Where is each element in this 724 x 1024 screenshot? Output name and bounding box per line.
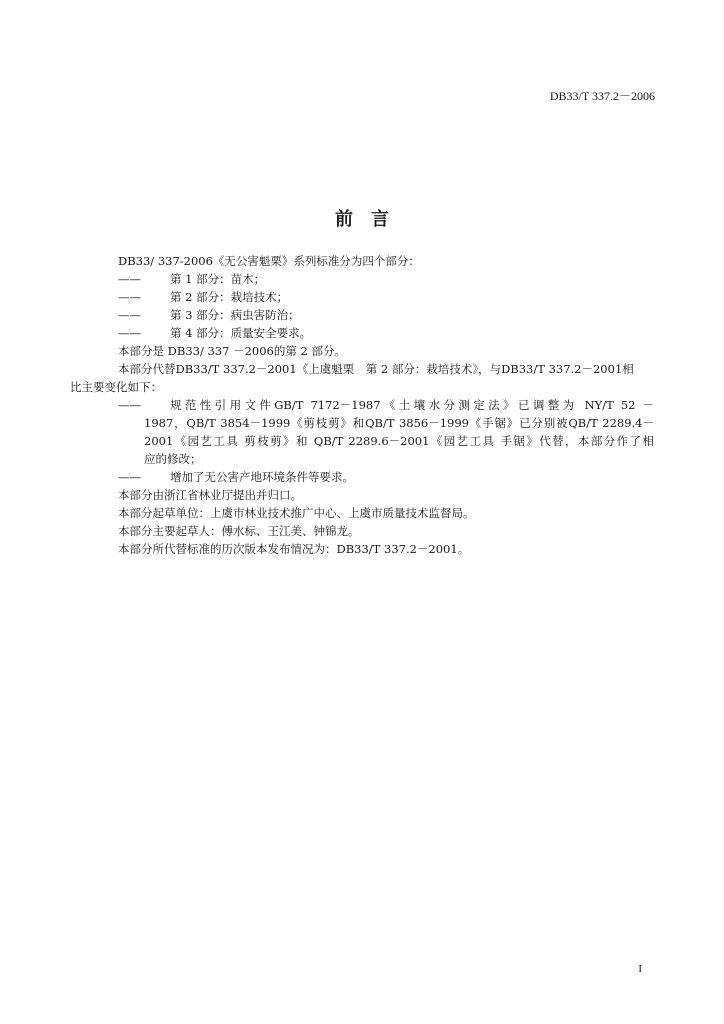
page-number: I: [638, 963, 642, 975]
list-item: [94, 288, 654, 306]
list-dash: ——: [118, 290, 141, 304]
page-title: 前言: [335, 209, 407, 230]
list-item-text: 第 4 部分：质量安全要求。: [170, 326, 312, 340]
list-dash: ——: [118, 398, 141, 412]
list-dash: ——: [118, 272, 141, 286]
change-text-line2: 1987，QB/T 3854－1999《剪枝剪》和QB/T 3856－1999《手锯》已分别被QB/T 2289.4－: [144, 416, 654, 430]
list-dash: ——: [118, 308, 141, 322]
replaces-paragraph-line2: 比主要变化如下：: [70, 380, 162, 394]
list-item-text: 第 1 部分：苗木；: [170, 272, 266, 286]
proposed-by-paragraph: 本部分由浙江省林业厅提出并归口。: [118, 488, 302, 502]
document-code: DB33/T 337.2－2006: [549, 89, 655, 103]
replaces-paragraph-line1: 本部分代替DB33/T 337.2－2001《上虞魁栗 第 2 部分：栽培技术》，与DB33/T 337.2－2001相: [118, 362, 634, 376]
list-item: [94, 324, 654, 342]
this-part-paragraph: 本部分是 DB33/ 337 －2006的第 2 部分。: [118, 344, 346, 358]
history-paragraph: 本部分所代替标准的历次版本发布情况为：DB33/T 337.2－2001。: [118, 542, 470, 556]
list-item: [94, 306, 654, 324]
intro-paragraph: DB33/ 337-2006《无公害魁栗》系列标准分为四个部分：: [118, 254, 420, 268]
change-text-line3: 2001《园艺工具 剪枝剪》和 QB/T 2289.6－2001《园艺工具 手锯》代替，本部分作了相: [144, 434, 654, 448]
list-item: [94, 270, 654, 288]
list-item-text: 增加了无公害产地环境条件等要求。: [170, 470, 354, 484]
drafters-paragraph: 本部分主要起草人：傅水标、王江美、钟锦龙。: [118, 524, 360, 538]
list-item-text: 第 2 部分：栽培技术；: [170, 290, 289, 304]
list-item: [94, 468, 654, 486]
list-dash: ——: [118, 326, 141, 340]
change-text-line1: 规范性引用文件GB/T 7172－1987《土壤水分测定法》已调整为 NY/T 52 －: [170, 398, 654, 412]
list-item-text: 第 3 部分：病虫害防治；: [170, 308, 300, 322]
drafting-units-paragraph: 本部分起草单位：上虞市林业技术推广中心、上虞市质量技术监督局。: [118, 506, 475, 520]
change-text-line4: 应的修改；: [144, 452, 202, 466]
list-dash: ——: [118, 470, 141, 484]
foreword-body: [70, 252, 654, 558]
list-item: [94, 396, 654, 414]
